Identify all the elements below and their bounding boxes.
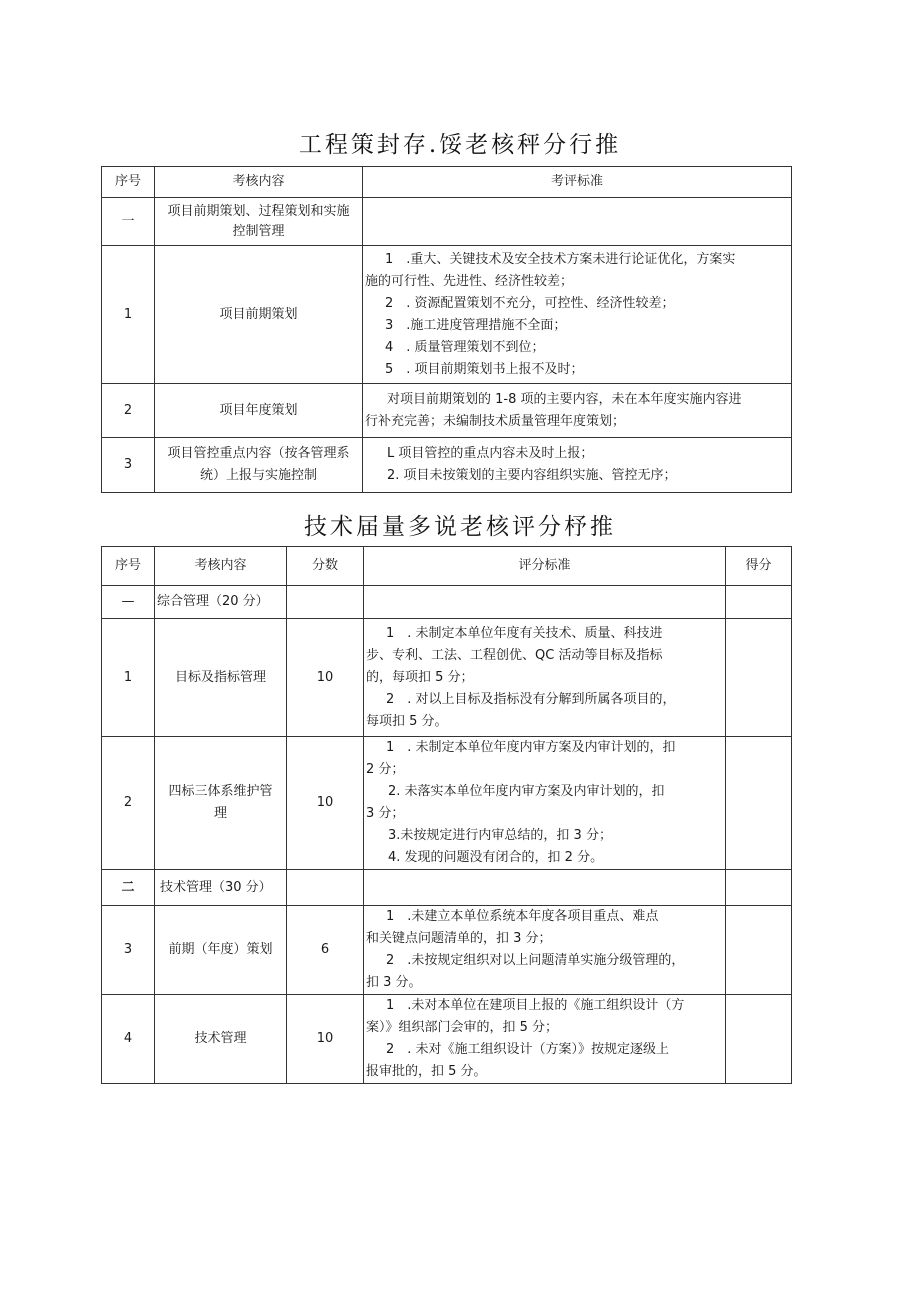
table-header-row xyxy=(102,167,792,198)
content-line: 四标三体系维护管 xyxy=(168,784,273,799)
section2-title: 技术届量多说老核评分杼推 xyxy=(304,514,616,540)
criteria-line: 行补充完善；未编制技术质量管理年度策划； xyxy=(365,413,626,429)
criteria-line: 案）》组织部门会审的，扣 5 分； xyxy=(366,1020,559,1035)
row-got xyxy=(726,737,792,870)
row-criteria xyxy=(364,737,726,870)
row-no: 3 xyxy=(102,906,155,995)
row-no: 2 xyxy=(102,384,155,438)
criteria-line: 2 . 资源配置策划不充分，可控性、经济性较差； xyxy=(385,295,675,311)
criteria-line: 步、专利、工法、工程创优、QC 活动等目标及指标 xyxy=(366,647,663,663)
criteria-line: 和关键点问题清单的，扣 3 分； xyxy=(366,931,552,946)
table-row xyxy=(102,737,792,870)
row-content xyxy=(155,198,363,246)
header-got: 得分 xyxy=(726,547,792,586)
row-content: 项目前期策划 xyxy=(155,246,363,384)
table-row xyxy=(102,198,792,246)
row-no: 一 xyxy=(102,198,155,246)
criteria-line: 1 .未对本单位在建项目上报的《施工组织设计（方 xyxy=(386,998,685,1013)
criteria-line: 2 . 未对《施工组织设计（方案）》按规定逐级上 xyxy=(386,1042,670,1057)
criteria-line: 1 .重大、关键技术及安全技术方案未进行论证优化，方案实 xyxy=(385,251,736,267)
criteria-line: 2. 项目未按策划的主要内容组织实施、管控无序； xyxy=(387,468,677,483)
table-header-row xyxy=(102,547,792,586)
header-criteria: 评分标准 xyxy=(364,547,726,586)
row-criteria xyxy=(363,246,792,384)
row-criteria xyxy=(364,995,726,1084)
criteria-line: 2 分； xyxy=(366,762,405,777)
row-no: 1 xyxy=(102,246,155,384)
row-got xyxy=(726,619,792,737)
content-line: 控制管理 xyxy=(232,223,285,239)
row-score xyxy=(287,870,364,906)
row-score: 10 xyxy=(287,737,364,870)
table-row xyxy=(102,619,792,737)
row-content: 目标及指标管理 xyxy=(155,619,287,737)
criteria-line: 扣 3 分。 xyxy=(366,975,422,990)
row-criteria xyxy=(364,619,726,737)
row-score: 10 xyxy=(287,619,364,737)
criteria-line: 报审批的，扣 5 分。 xyxy=(366,1064,487,1079)
content-line: 项目前期策划、过程策划和实施 xyxy=(167,203,350,219)
criteria-line: 每项扣 5 分。 xyxy=(366,713,448,729)
criteria-line: 施的可行性、先进性、经济性较差； xyxy=(365,273,574,289)
content-line: 理 xyxy=(213,806,227,821)
row-no: 1 xyxy=(102,619,155,737)
row-got xyxy=(726,995,792,1084)
row-criteria xyxy=(363,438,792,493)
table-row xyxy=(102,995,792,1084)
row-criteria xyxy=(364,870,726,906)
criteria-line: 1 . 未制定本单位年度有关技术、质量、科技进 xyxy=(386,625,663,641)
criteria-line: 4 . 质量管理策划不到位； xyxy=(385,339,545,355)
content-line: 项目管控重点内容（按各管理系 xyxy=(167,446,350,461)
criteria-line: 5 . 项目前期策划书上报不及时； xyxy=(385,361,584,377)
row-content: 前期（年度）策划 xyxy=(155,906,287,995)
row-got xyxy=(726,586,792,619)
table-row xyxy=(102,438,792,493)
criteria-line: 3 分； xyxy=(366,806,405,821)
criteria-line: 2 .未按规定组织对以上问题清单实施分级管理的， xyxy=(386,953,685,968)
table-row xyxy=(102,906,792,995)
planning-assessment-table xyxy=(101,166,792,493)
criteria-line: 1 . 未制定本单位年度内审方案及内审计划的，扣 xyxy=(386,740,676,755)
table-row xyxy=(102,384,792,438)
criteria-line: 4. 发现的问题没有闭合的，扣 2 分。 xyxy=(388,850,604,865)
section1-title: 工程策封存.馁老核秤分行推 xyxy=(298,132,622,158)
row-content xyxy=(155,737,287,870)
row-content xyxy=(155,438,363,493)
header-no: 序号 xyxy=(102,547,155,586)
scoring-table xyxy=(101,546,792,1084)
header-no: 序号 xyxy=(102,167,155,198)
criteria-line: 2 . 对以上目标及指标没有分解到所属各项目的， xyxy=(386,691,676,707)
header-score: 分数 xyxy=(287,547,364,586)
row-no: 3 xyxy=(102,438,155,493)
row-got xyxy=(726,906,792,995)
criteria-line: L 项目管控的重点内容未及时上报； xyxy=(387,446,594,461)
row-criteria xyxy=(364,586,726,619)
row-criteria xyxy=(363,384,792,438)
content-line: 统）上报与实施控制 xyxy=(199,468,317,483)
header-criteria: 考评标准 xyxy=(363,167,792,198)
table-row xyxy=(102,870,792,906)
row-content: 技术管理（30 分） xyxy=(155,870,287,906)
table-row xyxy=(102,586,792,619)
criteria-line: 1 .未建立本单位系统本年度各项目重点、难点 xyxy=(386,909,659,924)
row-content: 技术管理 xyxy=(155,995,287,1084)
row-content: 项目年度策划 xyxy=(155,384,363,438)
row-no: 2 xyxy=(102,737,155,870)
criteria-line: 3.未按规定进行内审总结的，扣 3 分； xyxy=(388,828,612,843)
criteria-line: 对项目前期策划的 1-8 项的主要内容，未在本年度实施内容进 xyxy=(387,391,742,407)
table-row xyxy=(102,246,792,384)
criteria-line: 2. 未落实本单位年度内审方案及内审计划的，扣 xyxy=(388,784,665,799)
row-criteria xyxy=(363,198,792,246)
row-score: 10 xyxy=(287,995,364,1084)
row-score: 6 xyxy=(287,906,364,995)
row-criteria xyxy=(364,906,726,995)
row-content: 综合管理（20 分） xyxy=(155,586,287,619)
row-score xyxy=(287,586,364,619)
criteria-line: 3 .施工进度管理措施不全面； xyxy=(385,317,567,333)
row-got xyxy=(726,870,792,906)
header-content: 考核内容 xyxy=(155,167,363,198)
header-content: 考核内容 xyxy=(155,547,287,586)
row-no: 二 xyxy=(102,870,155,906)
row-no: — xyxy=(102,586,155,619)
criteria-line: 的，每项扣 5 分； xyxy=(366,669,474,685)
row-no: 4 xyxy=(102,995,155,1084)
